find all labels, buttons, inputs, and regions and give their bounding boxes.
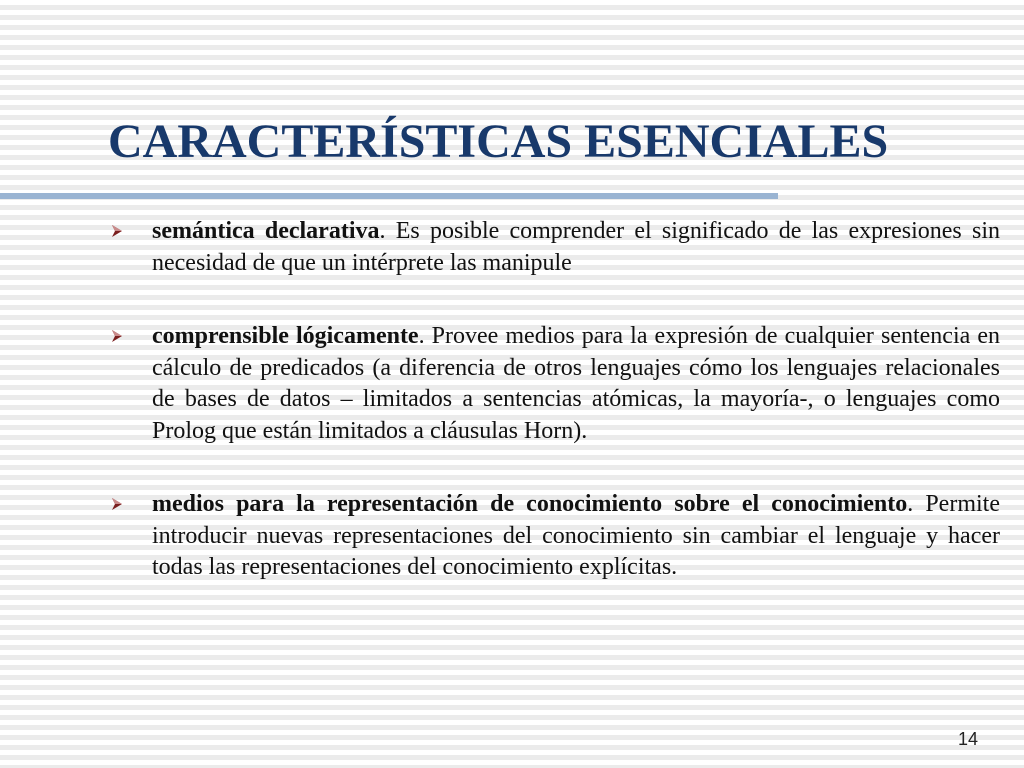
title-underline-rule (0, 193, 778, 199)
bullet-term: semántica declarativa (152, 218, 380, 244)
bullet-text: . Es posible comprender el significado de las expresiones sin necesidad de que un intérprete las manipule (152, 218, 1000, 276)
arrowhead-bullet-icon (110, 497, 124, 511)
bullet-term: medios para la representación de conocimiento sobre el conocimiento (152, 491, 908, 517)
bullet-list (110, 216, 1000, 626)
arrowhead-bullet-icon (110, 224, 124, 238)
bullet-term: comprensible lógicamente (152, 323, 419, 349)
page-number: 14 (958, 729, 979, 749)
bullet-item (110, 321, 1000, 447)
bullet-item (110, 216, 1000, 279)
slide-title: CARACTERÍSTICAS ESENCIALES (108, 115, 889, 168)
bullet-text: . Provee medios para la expresión de cualquier sentencia en cálculo de predicados (a diferencia de otros lenguajes cómo los lenguajes relacionales de bases de datos – limitados a sentencias atómicas, la mayoría-, o lenguajes como Prolog que están limitados a cláusulas Horn). (152, 323, 1000, 444)
arrowhead-bullet-icon (110, 329, 124, 343)
bullet-text: . Permite introducir nuevas representaciones del conocimiento sin cambiar el lenguaje y hacer todas las representaciones del conocimiento explícitas. (152, 491, 1000, 580)
bullet-item (110, 489, 1000, 584)
